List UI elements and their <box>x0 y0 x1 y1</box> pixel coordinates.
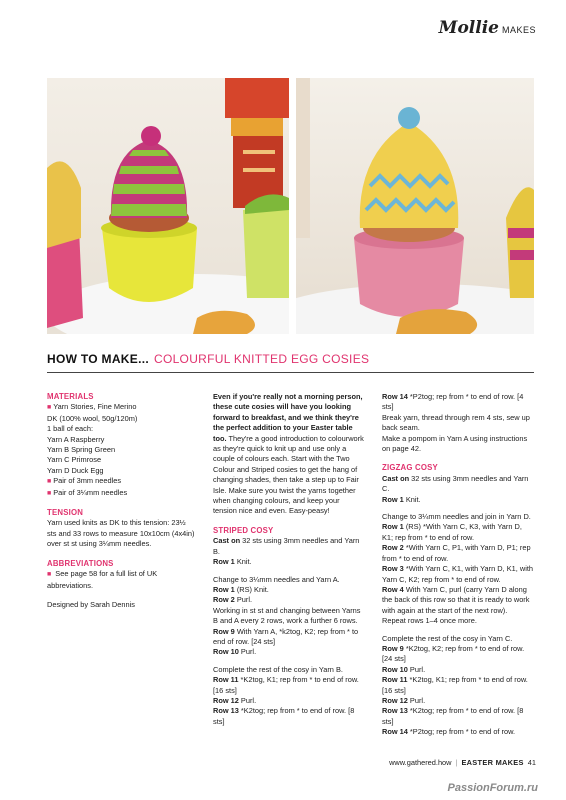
striped-r10: Row 10 Purl. <box>213 647 257 657</box>
zigzag-repeat: Repeat rows 1–4 once more. <box>382 616 477 626</box>
materials-heading: MATERIALS <box>47 392 94 401</box>
striped-cast-on: Cast on 32 sts using 3mm needles and Yarn B. <box>213 536 360 556</box>
materials-line-5: Yarn B Spring Green <box>47 445 116 455</box>
striped-pompom: Make a pompom in Yarn A using instructions on page 42. <box>382 433 528 454</box>
tension-heading: TENSION <box>47 508 84 518</box>
striped-r1: Row 1 (RS) Knit. <box>213 584 269 594</box>
square-bullet-icon: ■ <box>47 478 52 486</box>
zigzag-r2: Row 2 *With Yarn C, P1, with Yarn D, P1; rep from * to end of row. <box>382 543 531 563</box>
zigzag-heading: ZIGZAG COSY <box>382 463 438 473</box>
heading-rule <box>47 372 534 373</box>
striped-heading: STRIPED COSY <box>213 525 274 535</box>
zigzag-row-1: Row 1 Knit. <box>382 494 421 504</box>
section-heading <box>47 352 534 366</box>
zigzag-r11: Row 11 *K2tog, K1; rep from * to end of row. [16 sts] <box>382 675 528 695</box>
materials-needles-1: ■ Pair of 3mm needles <box>47 476 122 486</box>
zigzag-r12: Row 12 Purl. <box>382 695 426 705</box>
photo-striped-cosy <box>47 78 289 334</box>
abbreviations-text: ■ See page 58 for a full list of UK abbreviations. <box>47 569 158 590</box>
footer-separator: | <box>455 758 458 767</box>
column-materials <box>47 392 197 610</box>
heading-title: COLOURFUL KNITTED EGG COSIES <box>153 352 370 366</box>
striped-complete: Complete the rest of the cosy in Yarn B. <box>213 664 343 674</box>
materials-line-1: ■ Yarn Stories, Fine Merino <box>47 402 137 412</box>
striped-working: Working in st st and changing between Yarns B and A every 2 rows, work a further 6 rows. <box>213 605 361 626</box>
striped-r2: Row 2 Purl. <box>213 595 253 605</box>
designer-credit: Designed by Sarah Dennis <box>47 599 135 609</box>
watermark: PassionForum.ru <box>447 782 538 794</box>
column-zigzag <box>382 392 534 738</box>
materials-line-3: 1 ball of each: <box>47 424 94 434</box>
zigzag-r9: Row 9 *K2tog, K2; rep from * to end of row. [24 sts] <box>382 643 525 664</box>
tension-text: Yarn used knits as DK to this tension: 23½ sts and 33 rows to measure 10x10cm (4x4in) over st st using 3¼mm needles. <box>47 518 195 549</box>
zigzag-complete: Complete the rest of the cosy in Yarn C. <box>382 633 513 643</box>
zigzag-r13: Row 13 *K2tog; rep from * to end of row. [8 sts] <box>382 706 524 726</box>
masthead-sub: MAKES <box>501 25 536 35</box>
striped-r11: Row 11 *K2tog, K1; rep from * to end of row. [16 sts] <box>213 675 359 695</box>
striped-change: Change to 3¼mm needles and Yarn A. <box>213 574 340 584</box>
square-bullet-icon: ■ <box>47 404 52 412</box>
page-number: 41 <box>527 758 536 767</box>
footer-section: EASTER MAKES <box>461 758 524 767</box>
materials-needles-2: ■ Pair of 3¼mm needles <box>47 487 128 497</box>
square-bullet-icon: ■ <box>47 489 52 497</box>
zigzag-r4: Row 4 With Yarn C, purl (carry Yarn D along the back of this row so that it is ready to work with again at the start of the next row). <box>382 584 530 615</box>
striped-r14: Row 14 *P2tog; rep from * to end of row. [4 sts] <box>382 392 524 412</box>
materials-line-2: DK (100% wool, 50g/120m) <box>47 413 138 423</box>
zigzag-change: Change to 3¼mm needles and join in Yarn D. <box>382 512 531 522</box>
zigzag-r3: Row 3 *With Yarn C, K1, with Yarn D, K1, with Yarn C, K2; rep from * to end of row. <box>382 564 534 584</box>
striped-row-1: Row 1 Knit. <box>213 557 252 567</box>
footer-site: www.gathered.how <box>389 758 452 767</box>
intro-paragraph: Even if you're really not a morning person, these cute cosies will have you looking forward to breakfast, and we think they're the perfect addition to your Easter table too. They're a good introduction to colourwork as they're quick to knit up and use only a couple of colours each. Start with the Two Colour and Striped cosies to get the hang of changing shades, then take a step up to Fair Isle. Make sure you twist the yarns together when changing colours, and keep your tension nice and even. Easy-peasy! <box>213 392 364 516</box>
page-footer <box>389 758 536 767</box>
photo-zigzag-cosy <box>296 78 534 334</box>
abbreviations-heading: ABBREVIATIONS <box>47 558 114 568</box>
striped-r12: Row 12 Purl. <box>213 695 257 705</box>
striped-break: Break yarn, thread through rem 4 sts, sew up back seam. <box>382 412 530 433</box>
square-bullet-icon: ■ <box>47 571 52 579</box>
masthead-brand: Mollie <box>438 18 499 38</box>
materials-line-4: Yarn A Raspberry <box>47 434 105 444</box>
materials-line-7: Yarn D Duck Egg <box>47 465 104 475</box>
column-intro-striped <box>213 392 365 727</box>
zigzag-r14: Row 14 *P2tog; rep from * to end of row. <box>382 727 516 737</box>
materials-line-6: Yarn C Primrose <box>47 455 102 465</box>
striped-r9: Row 9 With Yarn A, *k2tog, K2; rep from * to end of row. [24 sts] <box>213 626 359 646</box>
zigzag-r1: Row 1 (RS) *With Yarn C, K3, with Yarn D, K1; rep from * to end of row. <box>382 522 522 542</box>
zigzag-cast-on: Cast on 32 sts using 3mm needles and Yarn C. <box>382 473 529 494</box>
zigzag-r10: Row 10 Purl. <box>382 664 426 674</box>
masthead <box>439 18 536 38</box>
striped-r13: Row 13 *K2tog; rep from * to end of row. [8 sts] <box>213 706 355 726</box>
heading-lead: HOW TO MAKE... <box>47 352 149 366</box>
